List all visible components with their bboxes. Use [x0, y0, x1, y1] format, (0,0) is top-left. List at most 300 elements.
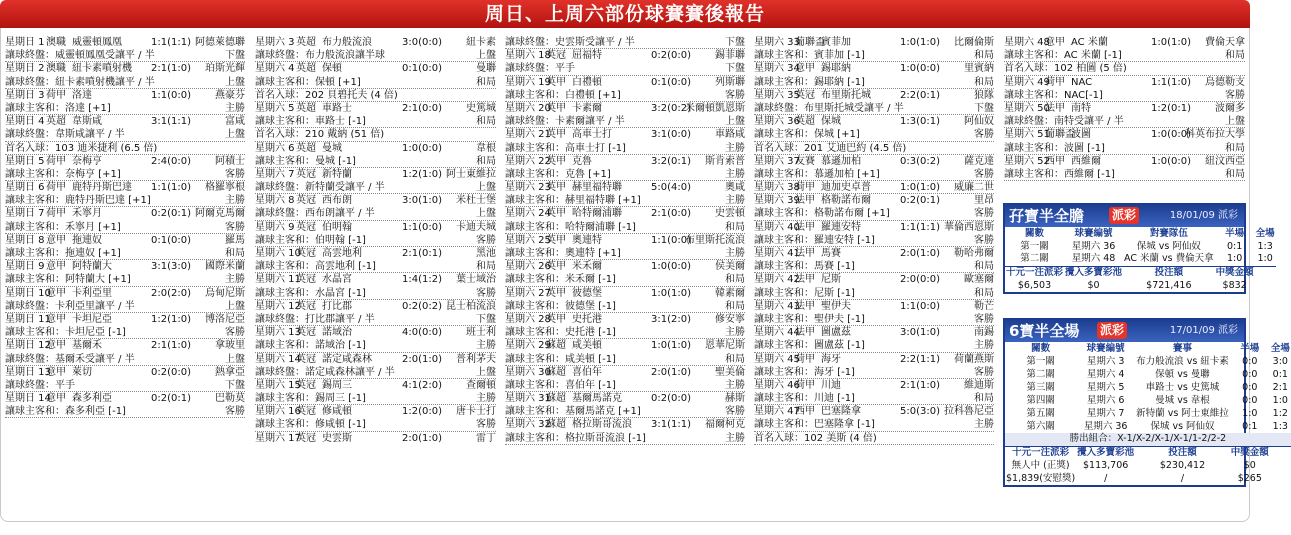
bet-result-label: 讓球終盤：紐卡素噴射機讓平 / 半: [5, 76, 155, 88]
bet-result-value: 和局: [476, 261, 496, 273]
home-team: 基爾馬諾克: [572, 393, 622, 405]
away-team: 侯美爾: [715, 261, 745, 273]
panel2-winning-combination: 勝出組合：X-1/X-2/X-1/X-1/1-2/2-2: [1069, 433, 1227, 445]
home-team: 卡利亞里: [72, 287, 112, 299]
match-row: [505, 207, 745, 220]
home-team: 高車士打: [572, 129, 612, 141]
score: 1:1(1:1): [900, 221, 940, 233]
home-team: 喜伯年: [572, 366, 602, 378]
bet-result-value: 主勝: [725, 142, 745, 154]
match-row: [1004, 155, 1245, 168]
league: 蘇超: [546, 340, 566, 352]
match-number: 星期六 6: [255, 142, 295, 154]
away-team: 波爾多: [1215, 102, 1245, 114]
away-team: 維迪斯: [964, 379, 994, 391]
away-team: 歐塞爾: [964, 274, 994, 286]
bet-result-label: 讓球主客和：西維爾 [-1]: [1004, 168, 1115, 180]
home-team: 拖連奴: [72, 234, 102, 246]
match-row: [754, 300, 994, 313]
bet-result-value: 客勝: [725, 89, 745, 101]
home-team: 卡坦尼亞: [72, 313, 112, 325]
bet-result-value: 客勝: [974, 313, 994, 325]
bet-result-label: 讓球主客和：奈梅亨 [+1]: [5, 168, 121, 180]
match-number: 星期六 40: [754, 221, 800, 233]
bet-result-label: 讓球主客和：錫耶納 [-1]: [754, 76, 865, 88]
league: 澳職: [46, 37, 66, 48]
bet-result-label: 讓球終盤：打比郡讓平 / 半: [255, 313, 375, 325]
bet-result-value: 和局: [725, 221, 745, 233]
bet-result-value: 和局: [974, 287, 994, 299]
home-team: 賓菲加: [821, 37, 851, 48]
league: 意甲: [1045, 37, 1065, 48]
score: 1:1(1:0): [1151, 76, 1191, 88]
bet-result-value: 主勝: [974, 340, 994, 352]
home-team: 巴塞隆拿: [821, 406, 861, 418]
home-team: 錫耶納: [821, 63, 851, 75]
panel2-row: [1005, 407, 1291, 420]
bet-result-value: 主勝: [725, 379, 745, 391]
panel1-payout-header: 攪入多寶彩池: [1065, 266, 1123, 278]
home-team: AC 米蘭: [1071, 37, 1108, 48]
match-number: 星期六 38: [754, 182, 800, 194]
home-team: 格勒諾布爾: [821, 195, 871, 207]
home-team: 洛達: [72, 89, 92, 101]
score: 1:0(1:0): [651, 287, 691, 299]
score: 1:0(1:0): [1151, 37, 1191, 48]
bet-result-value: 客勝: [225, 221, 245, 233]
away-team: 烏德勒支: [1205, 76, 1245, 88]
match-number: 星期六 16: [255, 406, 301, 418]
match-number: 星期六 41: [754, 248, 800, 259]
result-row: [5, 326, 245, 339]
score: 1:0(0:0): [402, 142, 442, 154]
bet-result-label: 讓球主客和：巴塞隆拿 [-1]: [754, 419, 875, 431]
away-team: 比爾倫斯: [954, 37, 994, 48]
bet-result-value: 客勝: [974, 366, 994, 378]
result-row: [255, 76, 496, 89]
away-team: 熱拿亞: [215, 366, 245, 378]
bet-result-value: 上盤: [725, 116, 745, 128]
result-row: [5, 379, 245, 392]
home-team: 保頓: [322, 63, 342, 75]
bet-result-label: 讓球主客和：喜伯年 [-1]: [505, 379, 616, 391]
league: 葡聯盃: [795, 37, 825, 48]
away-team: 阿仙奴: [964, 116, 994, 128]
score: 5:0(4:0): [651, 182, 691, 194]
league: 英甲: [546, 234, 566, 246]
bet-result-label: 讓球主客和：赫里福特聯 [+1]: [505, 195, 641, 207]
score: 2:4(0:0): [151, 155, 191, 167]
score: 4:0(0:0): [402, 327, 442, 339]
match-number: 星期六 47: [754, 406, 800, 418]
match-number: 星期六 45: [754, 353, 800, 365]
home-team: 修咸頓: [322, 406, 352, 418]
league: 法甲: [1045, 102, 1065, 114]
panel1-payout-header: 投注額: [1154, 266, 1184, 278]
match-row: [255, 194, 496, 207]
panel1-row: [1005, 253, 1276, 266]
match-row: [255, 102, 496, 115]
home-team: 曼城: [322, 142, 342, 154]
score: 1:1(1:0): [151, 182, 191, 194]
match-row: [505, 339, 745, 352]
bet-result-label: 讓球主客和：波圖 [-1]: [1004, 142, 1105, 154]
result-row: [505, 194, 745, 207]
result-row: [505, 221, 745, 234]
home-team: 威靈頓鳳凰: [72, 37, 122, 48]
match-number: 星期六 22: [505, 155, 551, 167]
panel2-header-cell: 半場: [1240, 342, 1260, 354]
bet-result-label: 讓球主客和：圖盧茲 [-1]: [754, 340, 865, 352]
league: 英超: [296, 102, 316, 114]
result-row: [754, 142, 994, 155]
league: 荷甲: [46, 208, 66, 220]
match-row: [505, 287, 745, 300]
away-team: 赫斯: [725, 393, 745, 405]
bet-result-value: 主勝: [725, 327, 745, 339]
bet-result-value: 上盤: [225, 76, 245, 88]
match-number: 星期六 28: [505, 313, 551, 325]
score: 2:1(0:1): [402, 248, 442, 259]
results-column-1: [5, 36, 245, 418]
result-row: [1004, 49, 1245, 62]
match-number: 星期日 13: [5, 366, 51, 378]
bet-result-label: 讓球主客和：尼斯 [-1]: [754, 287, 855, 299]
bet-result-value: 主勝: [225, 195, 245, 207]
match-row: [5, 392, 245, 405]
result-row: [255, 313, 496, 326]
match-row: [5, 155, 245, 168]
match-number: 星期六 26: [505, 261, 551, 273]
league: 法甲: [795, 300, 815, 312]
result-row: [1004, 115, 1245, 128]
panel2-cell: 第四關: [1026, 394, 1055, 406]
league: 英甲: [546, 208, 566, 220]
score: 1:3(0:1): [900, 116, 940, 128]
panel2-payout-value: $1,839(安慰獎): [1006, 472, 1076, 484]
match-number: 星期六 15: [255, 379, 301, 391]
score: 2:1(1:0): [900, 379, 940, 391]
panel2-payout-header: 攪入多寶彩池: [1077, 446, 1135, 458]
bet-result-label: 首名入球：102 美斯 (4 倍): [754, 432, 877, 444]
bet-result-label: 讓球主客和：高車士打 [-1]: [505, 142, 626, 154]
match-row: [1004, 128, 1245, 141]
league: 葡聯盃: [1045, 129, 1075, 141]
results-column-3: [505, 36, 745, 445]
score: 1:0(1:0): [651, 340, 691, 352]
match-number: 星期六 24: [505, 208, 551, 220]
panel1-cell: 星期六 36: [1071, 240, 1116, 252]
bet-result-value: 客勝: [974, 234, 994, 246]
league: 英冠: [296, 300, 316, 312]
match-number: 星期六 33: [754, 37, 800, 48]
away-team: 曼聯: [476, 63, 496, 75]
panel2-cell: 0:1: [1242, 420, 1258, 432]
away-team: 珀斯光輝: [205, 63, 245, 75]
home-team: 奧連特: [572, 234, 602, 246]
match-row: [505, 49, 745, 62]
six-halftime-fulltime-panel: [1003, 318, 1290, 487]
bet-result-label: 讓球主客和：克魯 [+1]: [505, 168, 611, 180]
match-row: [505, 313, 745, 326]
home-team: 諾定咸森林: [322, 353, 372, 365]
result-row: [505, 379, 745, 392]
result-row: [5, 168, 245, 181]
league: 英甲: [546, 129, 566, 141]
match-number: 星期六 43: [754, 300, 800, 312]
result-row: [5, 194, 245, 207]
bet-result-value: 客勝: [725, 406, 745, 418]
bet-result-label: 讓球主客和：水晶宮 [-1]: [255, 287, 366, 299]
panel2-payout-value: $265: [1237, 472, 1262, 484]
panel2-cell: 第二關: [1026, 368, 1055, 380]
panel1-header-cell: 全場: [1255, 227, 1275, 239]
score: 1:0(1:0): [900, 182, 940, 194]
match-number: 星期六 32: [505, 419, 551, 431]
bet-result-value: 客勝: [974, 168, 994, 180]
panel2-cell: 1:0: [1272, 394, 1288, 406]
match-row: [754, 115, 994, 128]
home-team: 赫里福特聯: [572, 182, 622, 194]
league: 英冠: [296, 406, 316, 418]
home-team: 禾寧月: [72, 208, 102, 220]
score: 5:0(3:0): [900, 406, 940, 418]
result-row: [5, 221, 245, 234]
away-team: 米爾頓凱恩斯: [685, 102, 745, 114]
match-number: 星期六 20: [505, 102, 551, 114]
result-row: [505, 168, 745, 181]
panel1-table: [1005, 227, 1276, 292]
bet-result-value: 和局: [725, 300, 745, 312]
panel2-cell: 新特蘭 vs 阿士東維拉: [1136, 407, 1229, 419]
result-row: [505, 247, 745, 260]
score: 1:1(1:1): [151, 37, 191, 48]
bet-result-value: 上盤: [225, 353, 245, 365]
league: 法甲: [795, 274, 815, 286]
match-row: [1004, 36, 1245, 49]
report-title: 周日、上周六部份球賽賽後報告: [484, 3, 765, 25]
match-row: [754, 36, 994, 49]
panel1-cell: 1:3: [1257, 240, 1273, 252]
score: 1:2(1:0): [402, 168, 442, 180]
panel1-payout-header: 中獎金額: [1215, 266, 1254, 278]
away-team: 荷蘭燕斯: [954, 353, 994, 365]
league: 法甲: [795, 195, 815, 207]
league: 英超: [46, 116, 66, 128]
home-team: NAC: [1071, 76, 1093, 88]
bet-result-label: 讓球終盤：布力般流浪讓半球: [255, 50, 385, 62]
panel2-row: [1005, 420, 1291, 433]
home-team: 咸美頓: [572, 340, 602, 352]
panel2-payout-badge: 派彩: [1097, 322, 1127, 339]
bet-result-value: 上盤: [476, 50, 496, 62]
panel2-cell: 0:0: [1242, 381, 1258, 393]
bet-result-label: 讓球終盤：平手: [5, 379, 75, 391]
bet-result-label: 讓球主客和：聖伊夫 [-1]: [754, 313, 865, 325]
score: 3:2(0:1): [651, 155, 691, 167]
result-row: [505, 142, 745, 155]
home-team: 打比郡: [322, 300, 352, 312]
panel2-payout-value: /: [1104, 472, 1108, 484]
away-team: 國際米蘭: [205, 261, 245, 273]
result-row: [255, 366, 496, 379]
score: 0:1(0:0): [151, 234, 191, 246]
panel2-payout-header: 十元一注派彩: [1012, 446, 1070, 458]
away-team: 勒芒: [974, 300, 994, 312]
home-team: 迪加史卓普: [821, 182, 871, 194]
bet-result-value: 主勝: [974, 419, 994, 431]
result-row: [754, 128, 994, 141]
panel2-payout-header: 投注額: [1168, 446, 1197, 458]
league: 英甲: [546, 261, 566, 273]
away-team: 恩華尼斯: [705, 340, 745, 352]
match-number: 星期六 12: [255, 300, 301, 312]
league: 意甲: [46, 234, 66, 246]
home-team: 川迪: [821, 379, 841, 391]
panel2-cell: 1:2: [1272, 407, 1288, 419]
match-row: [255, 247, 496, 260]
match-row: [754, 273, 994, 286]
away-team: 阿爾克馬爾: [195, 208, 245, 220]
league: 英甲: [546, 313, 566, 325]
league: 意甲: [46, 287, 66, 299]
panel2-row: [1005, 394, 1291, 407]
panel2-cell: 星期六 5: [1086, 381, 1125, 393]
away-team: 布里斯托流浪: [685, 234, 745, 246]
score: 0:2(0:1): [151, 393, 191, 405]
match-row: [505, 418, 745, 431]
result-row: [754, 207, 994, 220]
away-team: 拿玻里: [215, 340, 245, 352]
result-row: [754, 49, 994, 62]
result-row: [5, 128, 245, 141]
result-row: [754, 76, 994, 89]
away-team: 修安寧: [715, 313, 745, 325]
score: 1:0(0:0): [651, 261, 691, 273]
home-team: 布力般流浪: [322, 37, 372, 48]
bet-result-label: 讓球主客和：禾寧月 [+1]: [5, 221, 121, 233]
result-row: [754, 392, 994, 405]
bet-result-label: 讓球主客和：奧連特 [+1]: [505, 248, 621, 259]
bet-result-value: 和局: [476, 76, 496, 88]
match-row: [1004, 76, 1245, 89]
match-row: [505, 260, 745, 273]
score: 3:0(0:0): [402, 37, 442, 48]
bet-result-value: 客勝: [476, 419, 496, 431]
away-team: 巴勒莫: [215, 393, 245, 405]
panel1-date: 18/01/09 派彩: [1169, 210, 1238, 221]
match-number: 星期日 9: [5, 261, 45, 273]
away-team: 韋根: [476, 142, 496, 154]
panel2-payout-value: $113,706: [1082, 459, 1129, 471]
bet-result-label: 讓球終盤：南特受讓平 / 半: [1004, 116, 1124, 128]
score: 3:1(1:1): [151, 116, 191, 128]
bet-result-value: 和局: [974, 76, 994, 88]
result-row: [255, 207, 496, 220]
match-row: [255, 62, 496, 75]
bet-result-value: 客勝: [476, 287, 496, 299]
match-row: [505, 102, 745, 115]
match-number: 星期日 3: [5, 89, 45, 101]
match-number: 星期日 5: [5, 155, 45, 167]
match-number: 星期日 10: [5, 287, 51, 299]
bet-result-value: 主勝: [476, 393, 496, 405]
score: 2:1(0:0): [402, 102, 442, 114]
panel1-cell: 0:1: [1227, 240, 1243, 252]
away-team: 韓素爾: [715, 287, 745, 299]
score: 3:0(1:0): [900, 327, 940, 339]
home-team: 格拉斯哥流浪: [572, 419, 632, 431]
bet-result-label: 讓球主客和：高雲地利 [-1]: [255, 261, 376, 273]
away-team: 卡迪夫城: [456, 221, 496, 233]
league: 英冠: [296, 432, 316, 444]
match-number: 星期六 19: [505, 76, 551, 88]
panel2-cell: 3:0: [1272, 355, 1288, 367]
match-number: 星期六 42: [754, 274, 800, 286]
home-team: 南特: [1071, 102, 1091, 114]
match-row: [255, 221, 496, 234]
home-team: 克魯: [572, 155, 592, 167]
bet-result-label: 讓球主客和：拖連奴 [+1]: [5, 248, 121, 259]
bet-result-value: 主勝: [725, 432, 745, 444]
panel2-header: [1005, 320, 1244, 342]
result-row: [754, 287, 994, 300]
bet-result-value: 和局: [974, 50, 994, 62]
match-number: 星期六 21: [505, 129, 551, 141]
score: 0:2(0:1): [900, 195, 940, 207]
match-number: 星期六 36: [754, 116, 800, 128]
bet-result-label: 首名入球：201 艾迪巴約 (4.5 倍): [754, 142, 907, 154]
score: 0:1(0:0): [651, 76, 691, 88]
panel2-cell: 0:0: [1242, 394, 1258, 406]
result-row: [1004, 89, 1245, 102]
bet-result-label: 讓球終盤：韋斯咸讓平 / 半: [5, 129, 125, 141]
result-row: [505, 273, 745, 286]
home-team: 奈梅亨: [72, 155, 102, 167]
bet-result-value: 下盤: [725, 37, 745, 48]
match-number: 星期六 7: [255, 168, 295, 180]
match-row: [754, 353, 994, 366]
result-row: [505, 405, 745, 418]
bet-result-value: 下盤: [476, 313, 496, 325]
match-row: [5, 207, 245, 220]
panel1-header: [1005, 205, 1244, 227]
league: 英冠: [296, 379, 316, 391]
bet-result-label: 讓球主客和：NAC[-1]: [1004, 89, 1103, 101]
panel2-row: [1005, 381, 1291, 394]
home-team: 車路士: [322, 102, 352, 114]
score: 3:1(2:0): [651, 313, 691, 325]
bet-result-value: 客勝: [1225, 89, 1245, 101]
bet-result-value: 下盤: [974, 102, 994, 114]
league: 意甲: [46, 393, 66, 405]
league: 西甲: [1045, 155, 1065, 167]
match-row: [5, 313, 245, 326]
score: 0:2(0:0): [151, 366, 191, 378]
league: 西甲: [795, 406, 815, 418]
panel2-cell: 星期六 7: [1086, 407, 1125, 419]
match-row: [255, 36, 496, 49]
score: 1:2(0:0): [402, 406, 442, 418]
match-number: 星期日 11: [5, 313, 51, 325]
match-row: [255, 353, 496, 366]
away-team: 燕豪芬: [215, 89, 245, 101]
match-number: 星期六 46: [754, 379, 800, 391]
away-team: 華倫西恩斯: [944, 221, 994, 233]
panel2-payout-row: [1005, 459, 1291, 472]
match-number: 星期六 18: [505, 50, 551, 62]
score: 0:2(0:0): [651, 393, 691, 405]
